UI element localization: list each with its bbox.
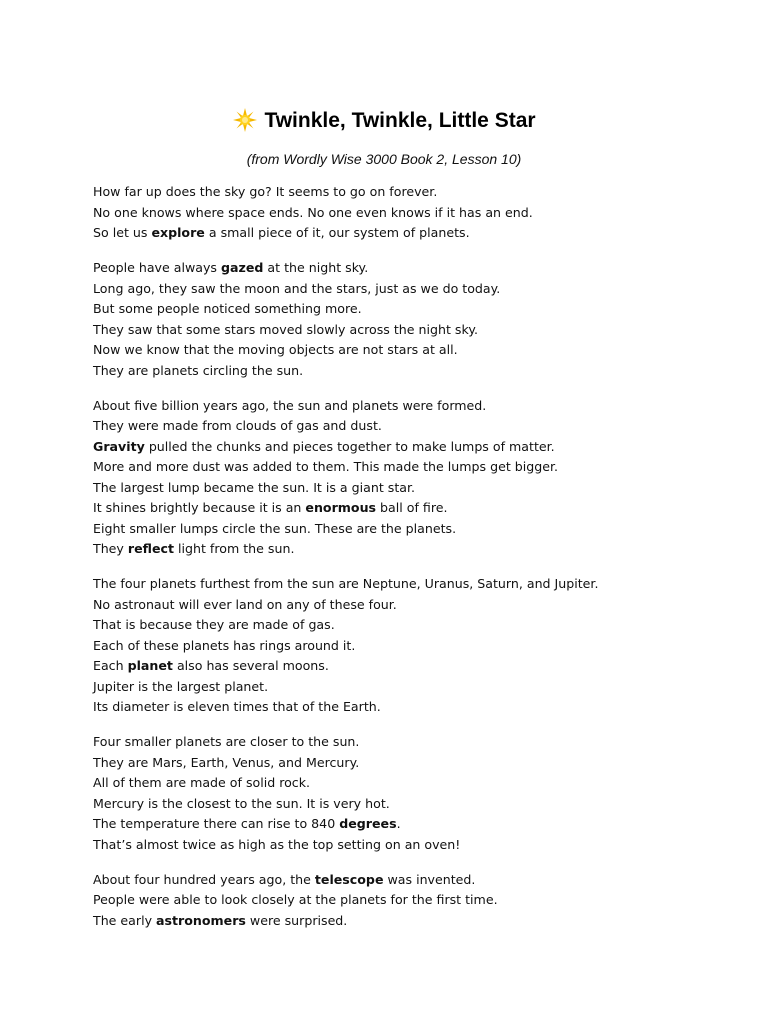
line-text: Jupiter is the largest planet.	[93, 678, 269, 694]
line-text: Now we know that the moving objects are not stars at all.	[93, 342, 458, 357]
vocabulary-word: reflect	[127, 541, 175, 556]
text-line	[93, 814, 713, 835]
glowing-star-icon	[232, 107, 258, 133]
line-text: That’s almost twice as high as the top setting on an oven!	[93, 836, 461, 852]
text-line	[93, 519, 713, 540]
line-text: Each	[93, 658, 128, 673]
line-text: They are Mars, Earth, Venus, and Mercury.	[93, 754, 360, 770]
line-text: Four smaller planets are closer to the sun.	[93, 734, 360, 749]
text-line	[93, 279, 713, 300]
text-line	[93, 677, 713, 698]
line-text: Long ago, they saw the moon and the stars, just as we do today.	[93, 280, 501, 296]
vocabulary-word: explore	[151, 225, 205, 240]
line-text: They were made from clouds of gas and dust.	[93, 418, 382, 433]
line-text: Its diameter is eleven times that of the Earth.	[93, 699, 381, 714]
line-text: .	[396, 816, 401, 831]
paragraph	[93, 258, 713, 381]
line-text: a small piece of it, our system of planets.	[204, 225, 470, 240]
line-text: That is because they are made of gas.	[93, 617, 335, 632]
text-line	[93, 794, 713, 815]
vocabulary-word: gazed	[221, 260, 264, 275]
line-text: Mercury is the closest to the sun. It is very hot.	[93, 795, 390, 811]
line-text: The four planets furthest from the sun are Neptune, Uranus, Saturn, and Jupiter.	[93, 576, 599, 591]
line-text: at the night sky.	[263, 260, 369, 275]
text-line	[93, 299, 713, 320]
text-line	[93, 574, 713, 595]
text-line	[93, 498, 713, 519]
line-text: They saw that some stars moved slowly across the night sky.	[93, 321, 478, 337]
text-line	[93, 396, 713, 417]
text-line	[93, 478, 713, 499]
paragraph	[93, 870, 713, 932]
vocabulary-word: astronomers	[156, 912, 246, 928]
text-line	[93, 835, 713, 856]
story-body	[93, 182, 713, 946]
text-line	[93, 595, 713, 616]
paragraph	[93, 732, 713, 855]
text-line	[93, 773, 713, 794]
line-text: All of them are made of solid rock.	[93, 775, 311, 790]
line-text: So let us	[93, 225, 152, 240]
text-line	[93, 437, 713, 458]
text-line	[93, 870, 713, 891]
line-text: They are planets circling the sun.	[93, 362, 304, 378]
line-text: The temperature there can rise to 840	[93, 816, 340, 831]
vocabulary-word: Gravity	[93, 438, 145, 454]
text-line	[93, 911, 713, 932]
line-text: No astronaut will ever land on any of these four.	[93, 596, 397, 612]
text-line	[93, 732, 713, 753]
line-text: The largest lump became the sun. It is a giant star.	[93, 479, 416, 495]
page-subtitle: (from Wordly Wise 3000 Book 2, Lesson 10)	[246, 151, 522, 167]
title-row	[0, 106, 768, 136]
line-text: People have always	[93, 260, 221, 275]
text-line	[93, 320, 713, 341]
paragraph	[93, 182, 713, 244]
line-text: How far up does the sky go? It seems to go on forever.	[93, 184, 438, 199]
text-line	[93, 457, 713, 478]
text-line	[93, 753, 713, 774]
text-line	[93, 203, 713, 224]
text-line	[93, 890, 713, 911]
line-text: It shines brightly because it is an	[93, 500, 306, 515]
text-line	[93, 636, 713, 657]
line-text: pulled the chunks and pieces together to make lumps of matter.	[144, 438, 555, 454]
paragraph	[93, 574, 713, 718]
text-line	[93, 258, 713, 279]
vocabulary-word: planet	[127, 658, 173, 673]
line-text: But some people noticed something more.	[93, 301, 362, 316]
text-line	[93, 697, 713, 718]
line-text: More and more dust was added to them. This made the lumps get bigger.	[93, 459, 559, 474]
page-title: Twinkle, Twinkle, Little Star	[264, 109, 536, 132]
line-text: was invented.	[383, 871, 476, 887]
line-text: People were able to look closely at the planets for the first time.	[93, 892, 498, 907]
text-line	[93, 182, 713, 203]
line-text: Eight smaller lumps circle the sun. These are the planets.	[93, 520, 457, 536]
text-line	[93, 340, 713, 361]
line-text: The early	[93, 912, 157, 928]
text-line	[93, 223, 713, 244]
line-text: About five billion years ago, the sun and planets were formed.	[93, 397, 487, 413]
text-line	[93, 615, 713, 636]
line-text: About four hundred years ago, the	[93, 871, 315, 887]
vocabulary-word: degrees	[339, 816, 397, 831]
vocabulary-word: enormous	[305, 500, 377, 515]
vocabulary-word: telescope	[314, 871, 384, 887]
text-line	[93, 656, 713, 677]
line-text: light from the sun.	[174, 541, 295, 556]
line-text: ball of fire.	[376, 500, 448, 515]
paragraph	[93, 396, 713, 560]
line-text: also has several moons.	[172, 658, 329, 673]
text-line	[93, 539, 713, 560]
line-text: were surprised.	[245, 912, 348, 928]
line-text: Each of these planets has rings around it.	[93, 637, 356, 653]
line-text: No one knows where space ends. No one even knows if it has an end.	[93, 204, 533, 220]
text-line	[93, 416, 713, 437]
line-text: They	[93, 541, 128, 556]
text-line	[93, 361, 713, 382]
